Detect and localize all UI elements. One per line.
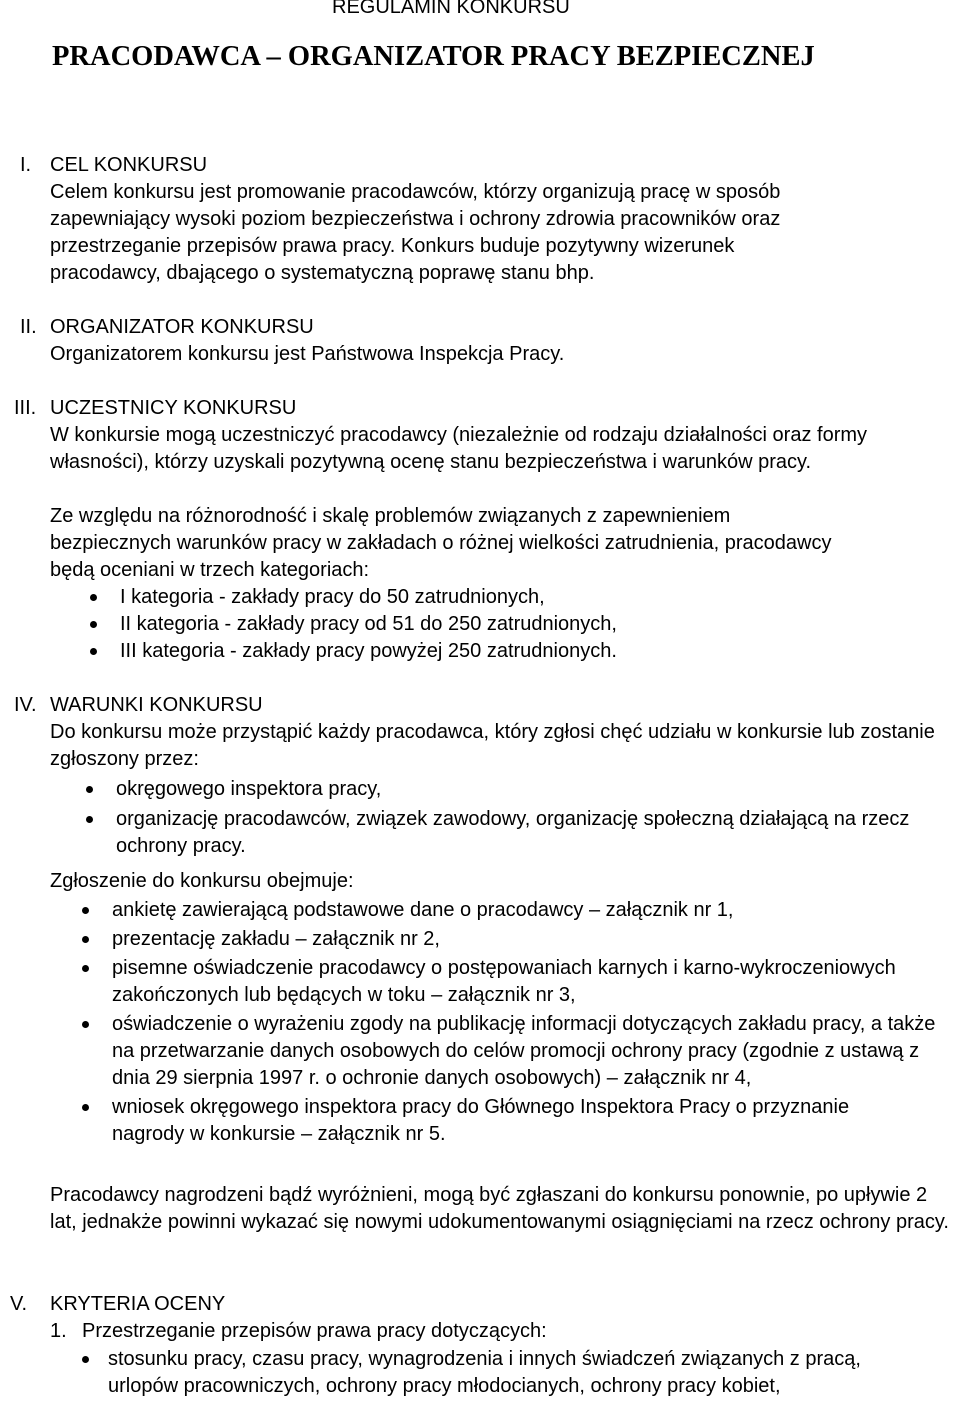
category-list <box>50 584 930 665</box>
list-item: ankietę zawierającą podstawowe dane o pracodawcy – załącznik nr 1, <box>50 897 902 924</box>
section-3-title: UCZESTNICY KONKURSU <box>50 397 297 419</box>
bullet-icon <box>82 936 89 943</box>
section-3-paragraph-1: W konkursie mogą uczestniczyć pracodawcy (niezależnie od rodzaju działalności oraz formy własności), którzy uzyskali pozytywną ocenę stanu bezpieczeństwa i warunków pracy. <box>50 424 868 473</box>
list-item: oświadczenie o wyrażeniu zgody na publikację informacji dotyczących zakładu pracy, a także na przetwarzanie danych osobowych do celów promocji ochrony pracy (zgodnie z ustawą z dnia 29 sierpnia 1997 r. o ochronie danych osobowych) – załącznik nr 4, <box>50 1011 938 1092</box>
bullet-icon <box>82 1021 89 1028</box>
section-3-paragraph-2: Ze względu na różnorodność i skalę problemów związanych z zapewnieniem bezpiecznych warunków pracy w zakładach o różnej wielkości zatrudnienia, pracodawcy będą oceniani w trzech kategoriach: <box>50 505 832 581</box>
bullet-icon <box>86 816 93 823</box>
section-2-text: Organizatorem konkursu jest Państwowa Inspekcja Pracy. <box>50 343 565 365</box>
list-item: I kategoria - zakłady pracy do 50 zatrudnionych, <box>50 584 930 611</box>
bullet-icon <box>82 1104 89 1111</box>
section-4-paragraph-2: Zgłoszenie do konkursu obejmuje: <box>50 870 354 892</box>
list-item: organizację pracodawców, związek zawodowy, organizację społeczną działającą na rzecz ochrony pracy. <box>50 806 960 860</box>
list-item: wniosek okręgowego inspektora pracy do Głównego Inspektora Pracy o przyznanie nagrody w konkursie – załącznik nr 5. <box>50 1094 902 1148</box>
section-1-number: I. <box>20 154 32 176</box>
bullet-icon <box>90 621 97 628</box>
section-5-title: KRYTERIA OCENY <box>50 1293 226 1315</box>
section-1-title: CEL KONKURSU <box>50 154 208 176</box>
section-4-title: WARUNKI KONKURSU <box>50 694 263 716</box>
criterion-1-heading: 1. Przestrzeganie przepisów prawa pracy dotyczących: <box>50 1318 547 1345</box>
section-2-title: ORGANIZATOR KONKURSU <box>50 316 314 338</box>
section-1-text: Celem konkursu jest promowanie pracodawców, którzy organizują pracę w sposób zapewniający wysoki poziom bezpieczeństwa i ochrony zdrowia pracowników oraz przestrzeganie przepisów prawa pracy. Konkurs buduje pozytywny wizerunek pracodawcy, dbającego o systematyczną poprawę stanu bhp. <box>50 181 781 284</box>
list-item: okręgowego inspektora pracy, <box>50 776 960 803</box>
section-4-number: IV. <box>14 694 37 716</box>
section-1-heading <box>20 152 207 179</box>
section-3-heading <box>14 395 296 422</box>
bullet-icon <box>82 907 89 914</box>
application-contents-list <box>50 897 950 1148</box>
list-item: stosunku pracy, czasu pracy, wynagrodzenia i innych świadczeń związanych z pracą, urlopów pracowniczych, ochrony pracy młodocianych, ochrony pracy kobiet, <box>50 1346 928 1400</box>
bullet-icon <box>86 786 93 793</box>
section-2-number: II. <box>20 316 37 338</box>
section-4-heading <box>14 692 263 719</box>
document-title: PRACODAWCA – ORGANIZATOR PRACY BEZPIECZNEJ <box>52 41 815 72</box>
section-5-heading <box>10 1291 225 1318</box>
document-header: REGULAMIN KONKURSU <box>332 0 570 18</box>
bullet-icon <box>82 1356 89 1363</box>
section-2-heading <box>20 314 314 341</box>
section-5-number: V. <box>10 1293 28 1315</box>
criterion-1-number: 1. <box>50 1320 67 1342</box>
bullet-icon <box>82 965 89 972</box>
list-item: II kategoria - zakłady pracy od 51 do 250 zatrudnionych, <box>50 611 930 638</box>
section-4-paragraph-1: Do konkursu może przystąpić każdy pracodawca, który zgłosi chęć udziału w konkursie lub zostanie zgłoszony przez: <box>50 721 935 770</box>
bullet-icon <box>90 594 97 601</box>
section-4-paragraph-3: Pracodawcy nagrodzeni bądź wyróżnieni, mogą być zgłaszani do konkursu ponownie, po upływie 2 lat, jednakże powinni wykazać się nowymi udokumentowanymi osiągnięciami na rzecz ochrony pracy. <box>50 1184 949 1233</box>
bullet-icon <box>90 648 97 655</box>
section-3-number: III. <box>14 397 37 419</box>
criterion-1-title: Przestrzeganie przepisów prawa pracy dotyczących <box>82 1320 542 1342</box>
list-item: III kategoria - zakłady pracy powyżej 250 zatrudnionych. <box>50 638 930 665</box>
list-item: prezentację zakładu – załącznik nr 2, <box>50 926 902 953</box>
criterion-1-list <box>50 1346 930 1400</box>
submitter-list <box>50 776 960 860</box>
list-item: pisemne oświadczenie pracodawcy o postępowaniach karnych i karno-wykroczeniowych zakończonych lub będących w toku – załącznik nr 3, <box>50 955 902 1009</box>
